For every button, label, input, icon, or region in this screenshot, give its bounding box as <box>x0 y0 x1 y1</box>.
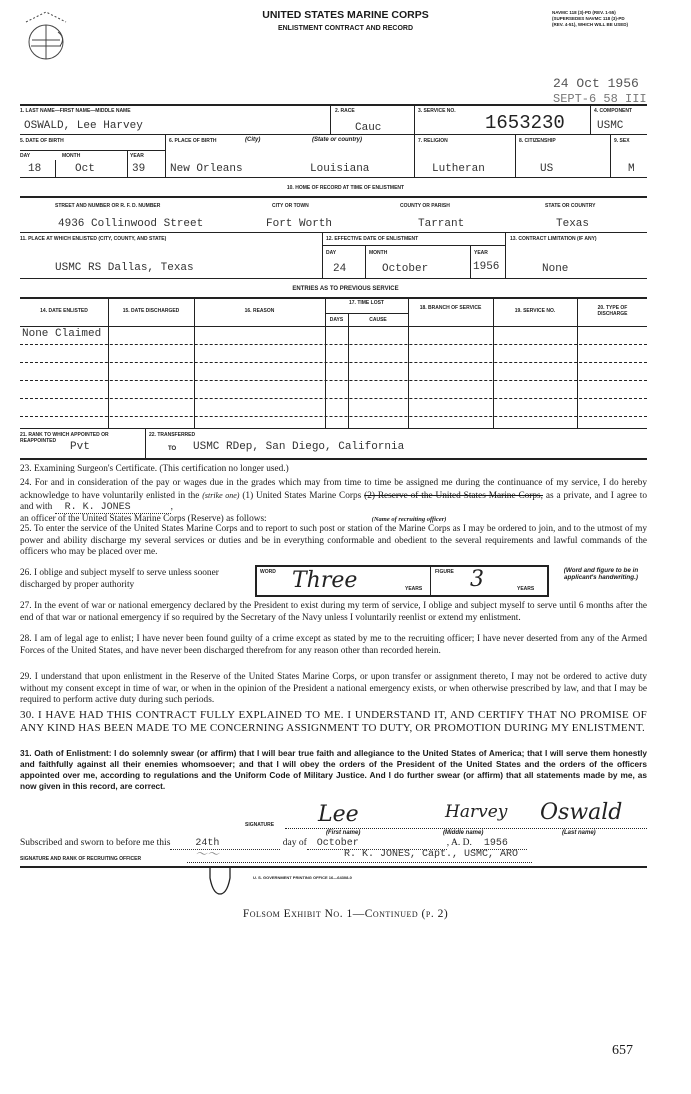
grid-row-line <box>20 362 647 363</box>
exhibit-caption: Folsom Exhibit No. 1—Continued (p. 2) <box>242 908 449 920</box>
service-no-label: 3. SERVICE NO. <box>418 108 456 114</box>
eff-year-label: YEAR <box>474 250 488 256</box>
form-number: (REV. 4-51), WHICH WILL BE USED) <box>552 22 629 27</box>
signature-label: SIGNATURE <box>245 822 275 828</box>
signature-last: Oswald <box>540 800 623 825</box>
signature-first: Lee <box>318 802 359 827</box>
term-figure: 3 <box>470 567 484 592</box>
sworn-line: Subscribed and sworn to before me this 24th day of October , A. D. 1956 <box>20 838 527 850</box>
para-31-oath: 31. Oath of Enlistment: I do solemnly swear (or affirm) that I will bear true faith and allegiance to the United States of America; that I will serve them honestly and faithfully against all their enemies whomsoever; and that I will obey the orders of the President of the United States and the orders of the officers appointed over me, according to regulations and the Uniform Code of Military Justice. And I do further swear (or affirm) that all statements made by me, as now given in this record, are correct. <box>20 748 647 791</box>
years-label: YEARS <box>405 586 423 592</box>
form-title: UNITED STATES MARINE CORPS <box>262 9 429 21</box>
city-label: CITY OR TOWN <box>272 203 309 209</box>
pob-label: 6. PLACE OF BIRTH <box>169 138 217 144</box>
grid-row-line <box>20 416 647 417</box>
dob-month: Oct <box>75 163 95 175</box>
para-28: 28. I am of legal age to enlist; I have never been found guilty of a crime except as stated by me to the recruiting officer; I have never deserted from any of the Armed Forces of the United States, and have never been discharged therefrom for any reason other than recorded herein. <box>20 634 647 656</box>
middle-name-label: (Middle name) <box>443 830 484 836</box>
sworn-year: 1956 <box>472 838 527 850</box>
year-label: YEAR <box>130 153 144 159</box>
county-label: COUNTY OR PARISH <box>400 203 450 209</box>
citizenship-value: US <box>540 163 554 175</box>
last-name-label: (Last name) <box>562 830 596 836</box>
col-branch: 18. BRANCH OF SERVICE <box>419 305 482 311</box>
transfer-label: 22. TRANSFERRED <box>149 432 196 438</box>
para-30: 30. I HAVE HAD THIS CONTRACT FULLY EXPLAINED TO ME. I UNDERSTAND IT, AND CERTIFY THAT NO PROMISE OF ANY KIND HAS BEEN MADE TO ME CONCERNING ASSIGNMENT TO DUTY, OR PROMOTION DURING MY ENLISTMENT. <box>20 709 647 734</box>
place-enlisted-label: 11. PLACE AT WHICH ENLISTED (CITY, COUNTY, AND STATE) <box>20 236 167 242</box>
religion-value: Lutheran <box>432 163 485 175</box>
para-27: 27. In the event of war or national emergency declared by the President to exist during my term of service, I oblige and subject myself to serve until 6 months after the end of that war or national emergency if so required by the Secretary of the Navy unless I voluntarily reenlist or extend my enlistment. <box>20 601 647 623</box>
sex-value: M <box>628 163 635 175</box>
sworn-day: 24th <box>170 838 280 850</box>
home-of-record-title: 10. HOME OF RECORD AT TIME OF ENLISTMENT <box>286 185 405 191</box>
dob-year: 39 <box>132 163 146 175</box>
handwriting-note: (Word and figure to be in applicant's handwriting.) <box>563 567 639 581</box>
col-time-lost: 17. TIME LOST <box>348 300 384 306</box>
code-stamp: SEPT-6 58 III <box>553 92 647 106</box>
word-label: WORD <box>260 569 276 575</box>
form-number: NAVMC 118 (3)-PD (REV. 1-55) <box>552 10 616 15</box>
name-value: OSWALD, Lee Harvey <box>24 120 143 132</box>
eff-month-label: MONTH <box>369 250 388 256</box>
form-subtitle: ENLISTMENT CONTRACT AND RECORD <box>277 25 414 32</box>
religion-label: 7. RELIGION <box>418 138 448 144</box>
rank-label: 21. RANK TO WHICH APPOINTED OR REAPPOINTED <box>20 432 109 444</box>
years-label: YEARS <box>517 586 535 592</box>
para-29: 29. I understand that upon enlistment in the Reserve of the United States Marine Corps, or upon transfer or assignment thereto, I may not be ordered to active duty without my consent except in time of war, or when in the opinion of the President a national emergency exists, or when otherwise prescribed by law, and that I may be required to perform active duty during such periods. <box>20 672 647 705</box>
gpo-imprint: U. S. GOVERNMENT PRINTING OFFICE 16—64308-0 <box>253 875 352 880</box>
document-page: UNITED STATES MARINE CORPS ENLISTMENT CONTRACT AND RECORD NAVMC 118 (3)-PD (REV. 1-55) (SUPERSEDES NAVMC 118 (3)-PD (REV. 4-51), WHICH WILL BE USED) 24 Oct 1956 SEPT-6 58 III 1. LAST NAME—FIRST NAME—MIDDLE NAME OSWALD, Lee Harvey 2. RACE Cauc 3. SERVICE NO. 1653230 4. COMPONENT USMC 5. DATE OF BIRTH DAY MONTH YEAR 18 Oct 39 6. PLACE OF BIRTH (City) (State or country) New Orleans Louisiana 7. RELIGION Lutheran 8. CITIZENSHIP US 9. SEX M 10. HOME OF RECORD AT TIME OF ENLISTMENT STREET AND NUMBER OR R. F. D. NUMBER CITY OR TOWN COUNTY OR PARISH STATE OR COUNTRY 4936 Collinwood Street Fort Worth Tarrant Texas 11. PLACE AT WHICH ENLISTED (CITY, COUNTY, AND STATE) USMC RS Dallas, Texas 12. EFFECTIVE DATE OF ENLISTMENT DAY MONTH YEAR 24 October 1956 13. CONTRACT LIMITATION (IF ANY) None ENTRIES AS TO PREVIOUS SERVICE 14. DATE ENLISTED 15. DATE DISCHARGED 16. REASON 17. TIME LOST DAYS CAUSE 18. BRANCH OF SERVICE 19. SERVICE NO. 20. TYPE OF DISCHARGE None Claimed 21. RANK TO WHICH APPOINTED OR REAPPOINTED Pvt 22. TRANSFERRED TO USMC RDep, San Diego, California 23. Examining Surgeon's Certificate. (This certification no longer used.) 24. For and in consideration of the pay or wages due in the grades which may from time to time be assigned me during the continuance of my service, I do hereby acknowledge to have voluntarily enlisted in the (strike one) (1) United States Marine Corps (2) Reserve of the United States Marine Corps, as a private, and I agree to and with R. K. JONES , an officer of the United States Marine Corps (Reserve) as follows: (Name of recruiting officer) 25. To enter the service of the United States Marine Corps and to report to such post or station of the Marine Corps as I may be ordered to join, and to the utmost of my power and ability discharge my several services or duties and be in everything conformable and obedient to the several requirements and lawful commands of the officers who may be placed over me. 26. I oblige and subject myself to serve unless sooner discharged by proper authority WORD Three YEARS FIGURE 3 YEARS (Word and figure to be in applicant's handwriting.) 27. In the event of war or national emergency declared by the President to exist during my term of service, I oblige and subject myself to serve until 6 months after the end of that war or national emergency if so required by the Secretary of the Navy unless I voluntarily reenlist or extend my enlistment. 28. I am of legal age to enlist; I have never been found guilty of a crime except as stated by me to the recruiting officer; I have never deserted from any of the Armed Forces of the United States, and have never been discharged therefrom for any reason other than recorded herein. 29. I understand that upon enlistment in the Reserve of the United States Marine Corps, or upon transfer or assignment thereto, I may not be ordered to active duty without my consent except in time of war, or when in the opinion of the President a national emergency exists, or when otherwise prescribed by law, and that I may be required to perform active duty during such periods. 30. I HAVE HAD THIS CONTRACT FULLY EXPLAINED TO ME. I UNDERSTAND IT, AND CERTIFY THAT NO PROMISE OF ANY KIND HAS BEEN MADE TO ME CONCERNING ASSIGNMENT TO DUTY, OR PROMOTION DURING MY ENLISTMENT. 31. Oath of Enlistment: I do solemnly swear (or affirm) that I will bear true faith and allegiance to the United States of America; that I will serve them honestly and faithfully against all their enemies whomsoever; and that I will obey the orders of the President of the United States and the orders of the officers appointed over me, according to regulations and the Uniform Code of Military Justice. And I do further swear (or affirm) that all statements made by me, as now given in this record, are correct. SIGNATURE Lee Harvey Oswald (First name) (Middle name) (Last name) Subscribed and sworn to before me this 24th day of October , A. D. 1956 SIGNATURE AND RANK OF RECRUITING OFFICER 〜〜 R. K. JONES, Capt., USMC, ARO U. S. GOVERNMENT PRINTING OFFICE 16—64308-0 Folsom Exhibit No. 1—Continued (p. 2) 657 <box>0 0 691 1094</box>
pob-city-label: (City) <box>245 137 261 143</box>
effective-date-label: 12. EFFECTIVE DATE OF ENLISTMENT <box>326 236 419 242</box>
eff-year-value: 1956 <box>473 261 500 273</box>
citizenship-label: 8. CITIZENSHIP <box>519 138 556 144</box>
contract-limit-label: 13. CONTRACT LIMITATION (IF ANY) <box>510 236 597 242</box>
transfer-to-label: TO <box>168 446 177 452</box>
col-date-discharged: 15. DATE DISCHARGED <box>122 308 180 314</box>
officer-value: R. K. JONES, Capt., USMC, ARO <box>344 849 519 860</box>
state-label: STATE OR COUNTRY <box>545 203 596 209</box>
form-number: (SUPERSEDES NAVMC 118 (3)-PD <box>552 16 625 21</box>
street-value: 4936 Collinwood Street <box>58 218 204 230</box>
previous-service-title: ENTRIES AS TO PREVIOUS SERVICE <box>292 286 399 292</box>
rank-value: Pvt <box>70 441 90 453</box>
day-label: DAY <box>20 153 31 159</box>
col-reason: 16. REASON <box>244 308 275 314</box>
officer-label: SIGNATURE AND RANK OF RECRUITING OFFICER <box>20 856 142 862</box>
grid-column-line <box>348 313 349 428</box>
pob-state-label: (State or country) <box>312 137 363 143</box>
county-value: Tarrant <box>418 218 465 230</box>
service-no-value: 1653230 <box>485 112 565 134</box>
first-name-label: (First name) <box>326 830 361 836</box>
date-stamp: 24 Oct 1956 <box>553 76 639 91</box>
figure-label: FIGURE <box>435 569 454 575</box>
pob-city: New Orleans <box>170 163 243 175</box>
grid-row-line <box>20 398 647 399</box>
grid-row-line <box>20 326 647 327</box>
transfer-value: USMC RDep, San Diego, California <box>193 441 405 453</box>
grid-row-line <box>20 344 647 345</box>
para-24: 24. For and in consideration of the pay or wages due in the grades which may from time to time be assigned me during the continuance of my service, I do hereby acknowledge to have voluntarily enlisted in the (strike one) (1) United States Marine Corps (2) Reserve of the United States Marine Corps, as a private, and I agree to and with R. K. JONES , an officer of the United States Marine Corps (Reserve) as follows: (Name of recruiting officer) <box>20 478 647 524</box>
staple-mark-icon <box>205 866 235 898</box>
eff-day-value: 24 <box>333 263 347 275</box>
race-label: 2. RACE <box>335 108 355 114</box>
place-enlisted-value: USMC RS Dallas, Texas <box>55 262 194 274</box>
col-days: DAYS <box>329 317 344 323</box>
dob-label: 5. DATE OF BIRTH <box>20 138 64 144</box>
component-label: 4. COMPONENT <box>594 108 633 114</box>
contract-limit-value: None <box>542 263 569 275</box>
term-box <box>255 565 549 597</box>
col-date-enlisted: 14. DATE ENLISTED <box>40 308 88 314</box>
col-service-no: 19. SERVICE NO. <box>514 308 556 314</box>
eff-month-value: October <box>382 263 429 275</box>
name-label: 1. LAST NAME—FIRST NAME—MIDDLE NAME <box>20 108 131 114</box>
para-25: 25. To enter the service of the United States Marine Corps and to report to such post or station of the Marine Corps as I may be ordered to join, and to the utmost of my power and ability discharge my several services or duties and be in everything conformable and obedient to the several requirements and lawful commands of the officers who may be placed over me. <box>20 524 647 557</box>
month-label: MONTH <box>62 153 81 159</box>
previous-service-entry: None Claimed <box>22 328 102 340</box>
pob-state: Louisiana <box>310 163 370 175</box>
page-number: 657 <box>612 1043 633 1058</box>
grid-row-line <box>20 428 647 429</box>
para-23: 23. Examining Surgeon's Certificate. (This certification no longer used.) <box>20 464 289 474</box>
col-type-discharge: 20. TYPE OF DISCHARGE <box>597 305 628 317</box>
state-value: Texas <box>556 218 590 230</box>
component-value: USMC <box>597 120 624 132</box>
sworn-month: October <box>307 838 447 850</box>
col-cause: CAUSE <box>369 317 387 323</box>
city-value: Fort Worth <box>266 218 333 230</box>
dob-day: 18 <box>28 163 42 175</box>
term-word: Three <box>292 568 358 593</box>
grid-row-line <box>20 380 647 381</box>
para-26: 26. I oblige and subject myself to serve unless sooner discharged by proper authority <box>20 568 219 590</box>
sex-label: 9. SEX <box>614 138 630 144</box>
race-value: Cauc <box>355 122 382 134</box>
street-label: STREET AND NUMBER OR R. F. D. NUMBER <box>55 203 161 209</box>
eff-day-label: DAY <box>326 250 337 256</box>
signature-middle: Harvey <box>445 802 508 822</box>
